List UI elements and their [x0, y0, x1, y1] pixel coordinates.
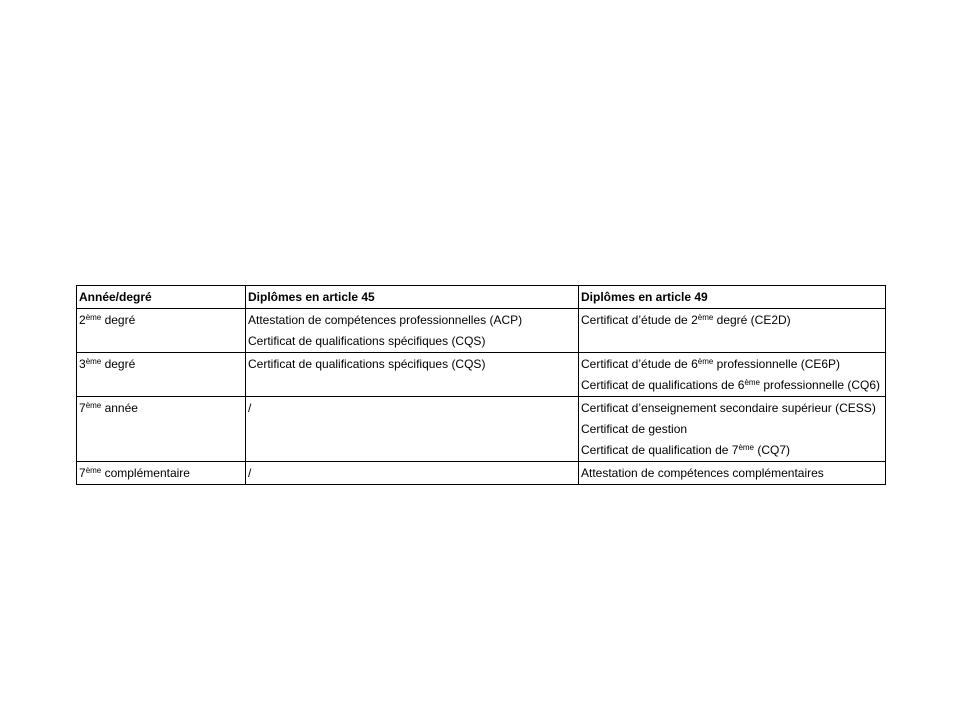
diplomas-table: [76, 285, 886, 485]
diploma-item: Certificat de qualifications de 6ème professionnelle (CQ6): [581, 378, 881, 392]
diploma-item: Certificat de gestion: [581, 422, 688, 436]
table-row: [77, 353, 886, 397]
diploma-item: /: [248, 401, 252, 415]
year-label: degré: [101, 357, 136, 371]
diploma-item: Certificat d’étude de 6ème professionnelle (CE6P): [581, 357, 841, 371]
diploma-item: Attestation de compétences professionnelles (ACP): [248, 313, 523, 327]
year-number: 7: [79, 466, 86, 480]
year-degree-cell: [77, 397, 246, 462]
diploma-item: Certificat de qualifications spécifiques (CQS): [248, 334, 486, 348]
diploma-item: Attestation de compétences complémentaires: [581, 466, 824, 480]
article-45-cell: [246, 309, 579, 353]
diploma-item: Certificat de qualifications spécifiques (CQS): [248, 357, 486, 371]
table-header-row: [77, 286, 886, 309]
year-number: 2: [79, 313, 86, 327]
ordinal-suffix: ème: [85, 357, 102, 366]
article-45-cell: [246, 397, 579, 462]
article-49-cell: [579, 309, 886, 353]
year-label: degré: [101, 313, 136, 327]
article-45-cell: [246, 462, 579, 485]
year-degree-cell: [77, 353, 246, 397]
article-49-cell: [579, 462, 886, 485]
article-49-cell: [579, 397, 886, 462]
year-number: 7: [79, 401, 86, 415]
ordinal-suffix: ème: [85, 466, 102, 475]
header-year-degree: Année/degré: [77, 286, 246, 309]
year-label: complémentaire: [101, 466, 190, 480]
diploma-item: Certificat d’étude de 2ème degré (CE2D): [581, 313, 791, 327]
ordinal-suffix: ème: [85, 313, 102, 322]
table-row: [77, 462, 886, 485]
diploma-item: /: [248, 466, 252, 480]
diploma-item: Certificat de qualification de 7ème (CQ7): [581, 443, 790, 457]
table-row: [77, 397, 886, 462]
article-45-cell: [246, 353, 579, 397]
article-49-cell: [579, 353, 886, 397]
year-label: année: [101, 401, 138, 415]
year-degree-cell: [77, 462, 246, 485]
year-number: 3: [79, 357, 86, 371]
ordinal-suffix: ème: [85, 401, 102, 410]
year-degree-cell: [77, 309, 246, 353]
header-diplomas-article-45: Diplômes en article 45: [246, 286, 579, 309]
table-row: [77, 309, 886, 353]
diploma-item: Certificat d’enseignement secondaire supérieur (CESS): [581, 401, 876, 415]
header-diplomas-article-49: Diplômes en article 49: [579, 286, 886, 309]
